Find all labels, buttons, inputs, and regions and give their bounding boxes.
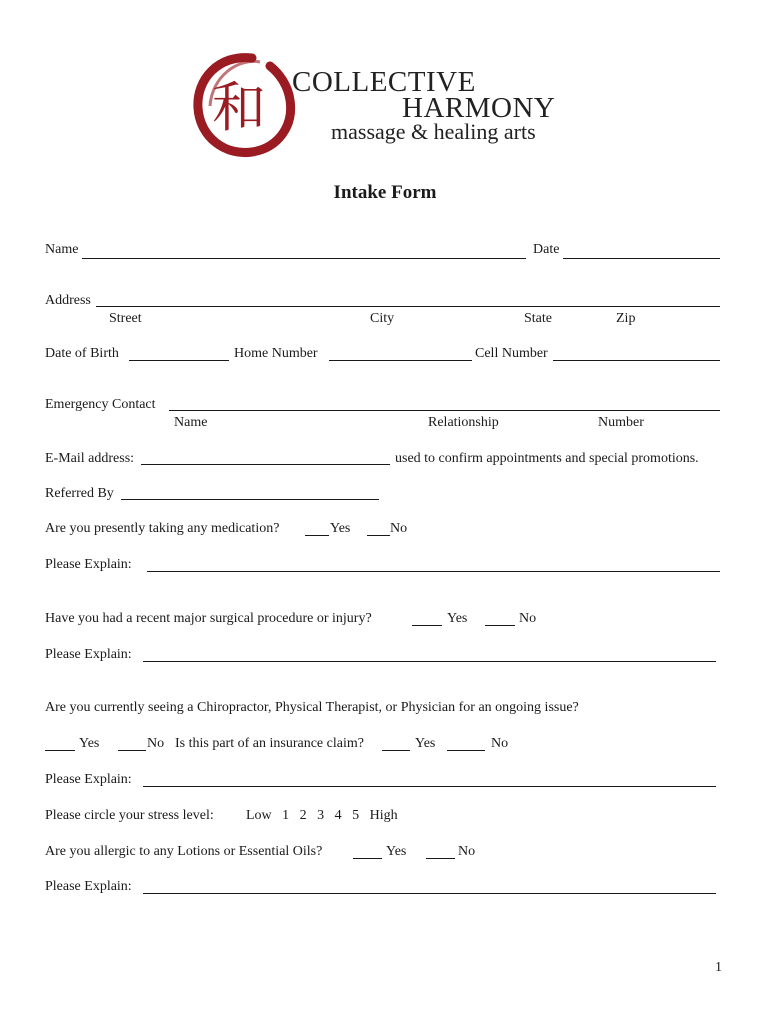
allergy-yes-blank[interactable] [353, 858, 382, 859]
allergy-no-label: No [458, 844, 476, 859]
zip-caption: Zip [616, 311, 636, 326]
email-label: E-Mail address: [45, 451, 135, 466]
allergy-explain-field[interactable] [143, 893, 716, 894]
insurance-question: Is this part of an insurance claim? [175, 736, 364, 751]
medication-explain-field[interactable] [147, 571, 720, 572]
ec-number-caption: Number [598, 415, 644, 430]
insurance-no-blank[interactable] [447, 750, 485, 751]
chiropractor-explain-field[interactable] [143, 786, 716, 787]
form-title: Intake Form [333, 182, 437, 203]
emergency-contact-label: Emergency Contact [45, 397, 156, 412]
dob-field[interactable] [129, 360, 229, 361]
surgery-yes-blank[interactable] [412, 625, 442, 626]
enso-circle-icon [190, 50, 300, 160]
name-field[interactable] [82, 258, 526, 259]
medication-no-label: No [390, 521, 408, 536]
referred-by-label: Referred By [45, 486, 114, 501]
date-field[interactable] [563, 258, 720, 259]
page-number: 1 [715, 960, 722, 975]
chiropractor-no-blank[interactable] [118, 750, 146, 751]
surgery-no-blank[interactable] [485, 625, 515, 626]
dob-label: Date of Birth [45, 346, 119, 361]
surgery-no-label: No [519, 611, 537, 626]
allergy-question: Are you allergic to any Lotions or Essential Oils? [45, 844, 323, 859]
address-field[interactable] [96, 306, 720, 307]
allergy-no-blank[interactable] [426, 858, 455, 859]
home-number-label: Home Number [234, 346, 318, 361]
cell-number-field[interactable] [553, 360, 720, 361]
emergency-contact-field[interactable] [169, 410, 720, 411]
chiropractor-no-label: No [147, 736, 165, 751]
allergy-explain-label: Please Explain: [45, 879, 132, 894]
ec-name-caption: Name [174, 415, 208, 430]
insurance-no-label: No [491, 736, 509, 751]
email-note: used to confirm appointments and special promotions. [395, 451, 699, 466]
chiropractor-explain-label: Please Explain: [45, 772, 132, 787]
state-caption: State [524, 311, 552, 326]
chiropractor-question: Are you currently seeing a Chiropractor, Physical Therapist, or Physician for an ongoing issue? [45, 700, 579, 715]
chiropractor-yes-label: Yes [79, 736, 100, 751]
address-label: Address [45, 293, 91, 308]
medication-no-blank[interactable] [367, 535, 390, 536]
logo-line-2: HARMONY [402, 92, 556, 124]
email-field[interactable] [141, 464, 390, 465]
city-caption: City [370, 311, 395, 326]
surgery-yes-label: Yes [447, 611, 468, 626]
surgery-question: Have you had a recent major surgical procedure or injury? [45, 611, 372, 626]
insurance-yes-blank[interactable] [382, 750, 410, 751]
ec-relationship-caption: Relationship [428, 415, 499, 430]
allergy-yes-label: Yes [386, 844, 407, 859]
chiropractor-yes-blank[interactable] [45, 750, 75, 751]
medication-explain-label: Please Explain: [45, 557, 132, 572]
referred-by-field[interactable] [121, 499, 379, 500]
name-label: Name [45, 242, 79, 257]
stress-level-scale[interactable]: Low 1 2 3 4 5 High [246, 808, 398, 823]
logo-line-1: COLLECTIVE [292, 66, 476, 98]
surgery-explain-field[interactable] [143, 661, 716, 662]
medication-yes-label: Yes [330, 521, 351, 536]
date-label: Date [533, 242, 560, 257]
logo-glyph: 和 [212, 76, 266, 139]
surgery-explain-label: Please Explain: [45, 647, 132, 662]
cell-number-label: Cell Number [475, 346, 548, 361]
street-caption: Street [109, 311, 142, 326]
medication-question: Are you presently taking any medication? [45, 521, 280, 536]
logo-tagline: massage & healing arts [331, 119, 536, 144]
home-number-field[interactable] [329, 360, 472, 361]
insurance-yes-label: Yes [415, 736, 436, 751]
medication-yes-blank[interactable] [305, 535, 329, 536]
stress-level-label: Please circle your stress level: [45, 808, 214, 823]
